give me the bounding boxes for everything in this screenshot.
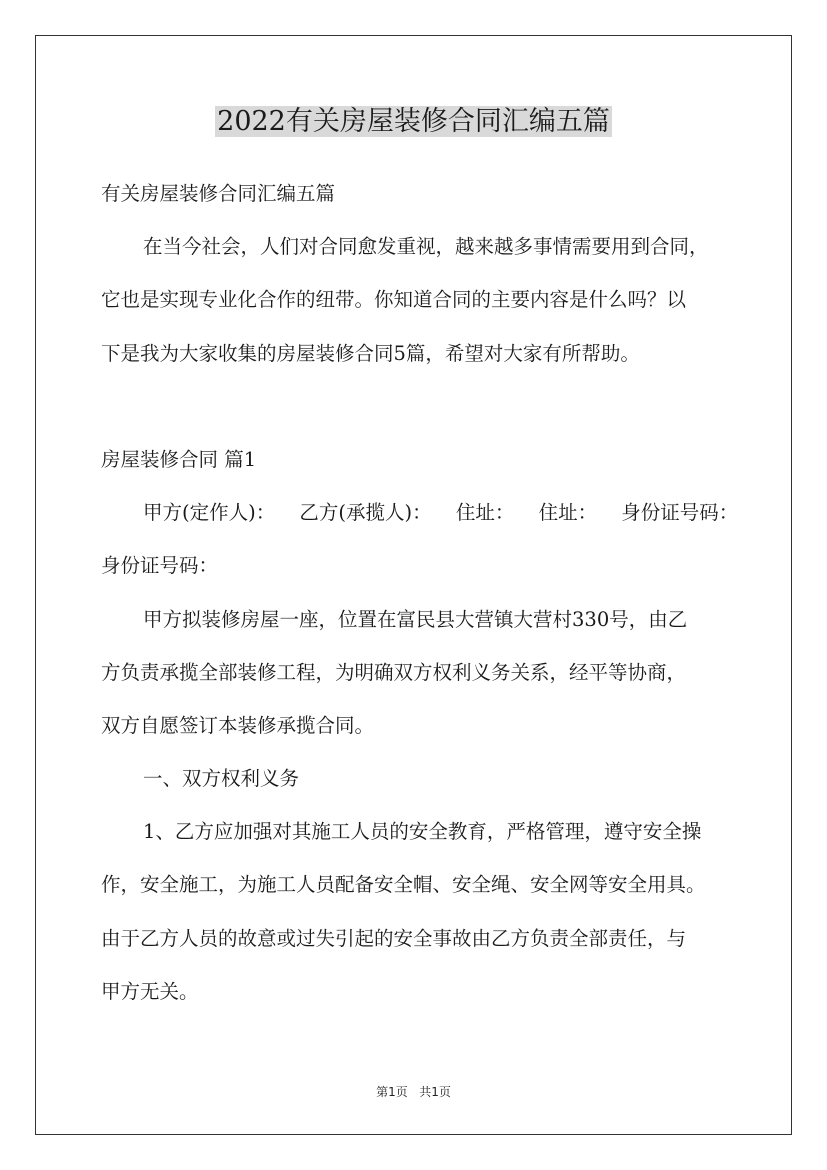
- parties-line: [101, 495, 741, 530]
- intro-line: 下是我为大家收集的房屋装修合同5篇，希望对大家有所帮助。: [101, 341, 640, 365]
- document-title-text: 2022有关房屋装修合同汇编五篇: [217, 106, 610, 137]
- address-label: 住址：: [538, 501, 598, 525]
- address-label: 住址：: [455, 501, 515, 525]
- party-b-label: 乙方(承揽人)：: [299, 501, 432, 525]
- paragraph-line: 双方自愿签订本装修承揽合同。: [101, 713, 375, 737]
- document-body: [101, 176, 741, 1027]
- paragraph-line: 方负责承揽全部装修工程，为明确双方权利义务关系，经平等协商，: [101, 660, 687, 684]
- paragraph-line: 甲方无关。: [101, 979, 199, 1003]
- page-number: 第1页: [376, 1085, 408, 1099]
- intro-line: 它也是实现专业化合作的纽带。你知道合同的主要内容是什么吗？以: [101, 288, 687, 312]
- blank-line: [101, 389, 741, 424]
- intro-line: 在当今社会，人们对合同愈发重视，越来越多事情需要用到合同，: [143, 235, 709, 259]
- paragraph-line: 甲方拟装修房屋一座，位置在富民县大营镇大营村330号，由乙: [143, 607, 688, 631]
- document-title: [0, 102, 827, 142]
- paragraph-line: 作，安全施工，为施工人员配备安全帽、安全绳、安全网等安全用具。: [101, 873, 706, 897]
- id-number-label: 身份证号码：: [621, 501, 739, 525]
- document-subtitle: 有关房屋装修合同汇编五篇: [101, 182, 336, 205]
- party-a-label: 甲方(定作人)：: [143, 501, 276, 525]
- paragraph-line: 1、乙方应加强对其施工人员的安全教育，严格管理，遵守安全操: [143, 820, 702, 844]
- page-footer: [0, 1083, 827, 1100]
- id-number-label: 身份证号码：: [101, 554, 219, 578]
- paragraph-line: 由于乙方人员的故意或过失引起的安全事故由乙方负责全部责任，与: [101, 926, 687, 950]
- section-heading: 房屋装修合同 篇1: [101, 447, 257, 471]
- clause-heading: 一、双方权利义务: [143, 767, 300, 791]
- page-total: 共1页: [419, 1085, 451, 1099]
